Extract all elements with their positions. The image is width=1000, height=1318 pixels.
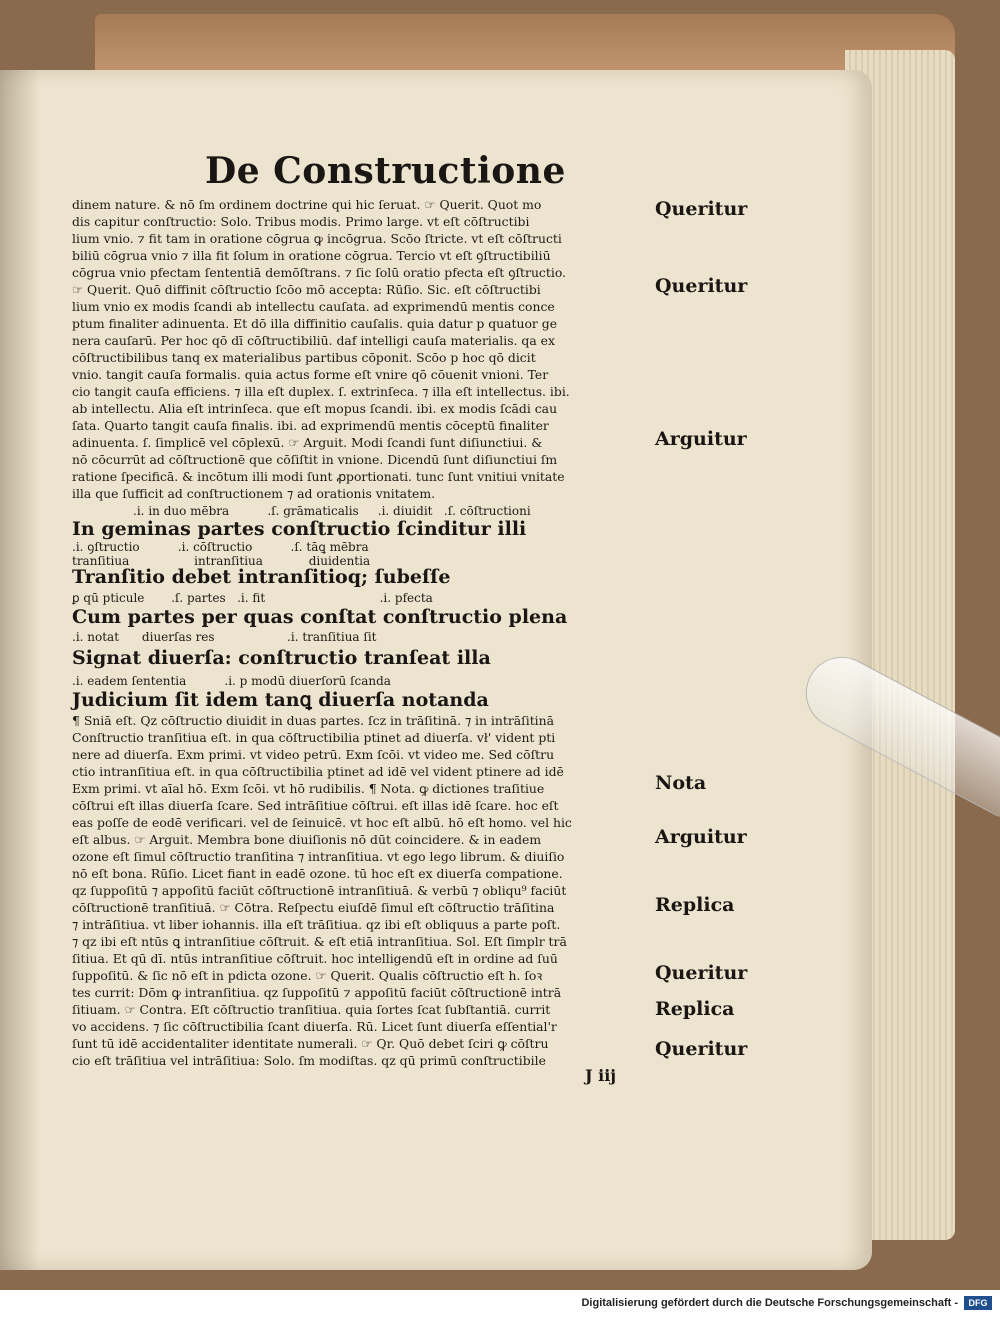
body-line: cio eſt trāſitiua vel intrāſitiua: Solo. ſm modiſtas. qz qū primū conſtructibile: [72, 1053, 546, 1068]
verse-line: Tranſitio debet intranſitioq; ſubeſſe: [72, 566, 451, 588]
margin-note: Queritur: [655, 962, 748, 984]
verse-gloss: .i. in duo mēbra .ſ. grāmaticalis .i. diuidit .ſ. cōſtructioni: [72, 504, 531, 518]
body-line: nere ad diuerſa. Exm primi. vt video petrū. Exm ſcōi. vt video me. Sed cōſtru: [72, 747, 555, 762]
body-line: nō eſt bona. Rūſio. Licet fiant in eadē ozone. tū hoc eſt ex diuerſa compatione.: [72, 866, 563, 881]
margin-note: Queritur: [655, 1038, 748, 1060]
funding-credit: Digitalisierung gefördert durch die Deutsche Forschungsgemeinschaft -: [581, 1297, 958, 1309]
body-line: eſt albus. ☞ Arguit. Membra bone diuiſionis nō dūt coincidere. & in eadem: [72, 832, 542, 847]
body-line: eas poſſe de eodē verificari. vel de ſeinuicē. vt hoc eſt albū. hō eſt homo. vel hic: [72, 815, 572, 830]
verse-line: In geminas partes conſtructio ſcinditur illi: [72, 518, 527, 540]
margin-note: Queritur: [655, 275, 748, 297]
body-line: ⁊ qz ibi eſt ntūs ꝗ intranſitiue cōſtruit. & eſt etiā intranſitiua. Sol. Eſt ſimplr trā: [72, 934, 567, 949]
body-line: dinem nature. & nō ſm ordinem doctrine qui hic ſeruat. ☞ Querit. Quot mo: [72, 197, 542, 212]
verse-line: Judicium ſit idem tanꝗ diuerſa notanda: [72, 689, 489, 711]
body-line: lium vnio ex modis ſcandi ab intellectu cauſata. ad exprimendū mentis conce: [72, 299, 555, 314]
body-line: Conſtructio tranſitiua eſt. in qua cōſtructibilia ptinet ad diuerſa. vł' vident pti: [72, 730, 556, 745]
margin-note: Arguitur: [655, 826, 747, 848]
body-line: ☞ Querit. Quō diffinit cōſtructio ſcōo mō accepta: Rūſio. Sic. eſt cōſtructibi: [72, 282, 541, 297]
dfg-logo-icon: DFG: [964, 1296, 992, 1310]
body-line: ptum finaliter adinuenta. Et dō illa diffinitio cauſalis. quia datur p quatuor ge: [72, 316, 558, 331]
body-line: ſata. Quarto tangit cauſa finalis. ibi. ad exprimendū mentis cōceptū finaliter: [72, 418, 549, 433]
verse-gloss: .i. ꝯſtructio .i. cōſtructio .ſ. tāꝗ mēbra tranſitiua intranſitiua diuidentia: [72, 540, 371, 568]
margin-note: Queritur: [655, 198, 748, 220]
body-line: cōgrua vnio pfectam ſententiā demōſtrans. ⁊ ſic ſolū oratio pfecta eſt ꝯſtructio.: [72, 265, 566, 280]
body-line: tes currit: Dōm ꝙ intranſitiua. qz ſuppoſitū ⁊ appoſitū faciūt cōſtructionē intrā: [72, 985, 562, 1000]
body-line: ſunt tū idē accidentaliter identitate numerali. ☞ Qr. Quō debet ſciri ꝙ cōſtru: [72, 1036, 549, 1051]
body-line: ratione ſpecificā. & incōtum illi modi ſunt ꝓportionati. tunc ſunt vnitiui vnitate: [72, 469, 565, 484]
body-line: biliū cōgrua vnio ⁊ illa fit ſolum in oratione cōgrua. Tercio vt eſt ꝯſtructibiliū: [72, 248, 551, 263]
signature-mark: J iij: [585, 1066, 617, 1085]
body-line: adinuenta. ſ. ſimplicē vel cōplexū. ☞ Arguit. Modi ſcandi ſunt diſiunctiui. &: [72, 435, 543, 450]
verse-line: Signat diuerſa: conſtructio tranſeat illa: [72, 647, 491, 669]
margin-note: Replica: [655, 998, 735, 1020]
body-line: cio tangit cauſa efficiens. ⁊ illa eſt duplex. ſ. extrinſeca. ⁊ illa eſt intellectus. ibi.: [72, 384, 570, 399]
gutter-shadow: [0, 70, 40, 1270]
body-line: ſitiua. Et qū dī. ntūs intranſitiue cōſtruit. hoc intelligendū eſt in ordine ad ſuū: [72, 951, 558, 966]
body-line: ¶ Sniā eſt. Qz cōſtructio diuidit in duas partes. ſcz in trāſitinā. ⁊ in intrāſitinā: [72, 713, 555, 728]
body-line: vnio. tangit cauſa formalis. quia actus forme eſt vnire qō cōuenit vnioni. Ter: [72, 367, 549, 382]
body-line: cōſtrui eſt illas diuerſa ſcare. Sed intrāſitiue cōſtrui. eſt illas idē ſcare. hoc eſt: [72, 798, 559, 813]
body-line: lium vnio. ⁊ fit tam in oratione cōgrua ꝙ incōgrua. Scōo ſtricte. vt eſt cōſtructi: [72, 231, 562, 246]
body-line: ⁊ intrāſitiua. vt liber iohannis. illa eſt trāſitiua. qz ibi eſt obliquus a parte poſt.: [72, 917, 561, 932]
body-line: nera cauſarū. Per hoc qō dī cōſtructibiliū. daf intelligi cauſa materialis. qa ex: [72, 333, 556, 348]
body-line: illa que ſufficit ad conſtructionem ⁊ ad orationis vnitatem.: [72, 486, 436, 501]
margin-note: Nota: [655, 772, 707, 794]
body-line: cōſtructibilibus tanq ex materialibus partibus cōponit. Scōo p hoc qō dicit: [72, 350, 536, 365]
body-line: Exm primi. vt aīal hō. Exm ſcōi. vt hō rudibilis. ¶ Nota. ꝙ dictiones traſitiue: [72, 781, 545, 796]
verse-gloss: .i. notat diuerſas res .i. tranſitiua ſit: [72, 630, 377, 644]
body-line: ſuppoſitū. & ſic nō eſt in pdicta ozone. ☞ Querit. Qualis cōſtructio eſt h. ſoꝛ: [72, 968, 543, 983]
verse-gloss: ꝑ qū pticule .ſ. partes .i. fit .i. pfecta: [72, 591, 433, 605]
body-line: ozone eſt ſimul cōſtructio tranſitina ⁊ intranſitiua. vt ego lego librum. & diuiſio: [72, 849, 565, 864]
margin-note: Replica: [655, 894, 735, 916]
body-line: cōſtructionē tranſitiuā. ☞ Cōtra. Reſpectu eiuſdē ſimul eſt cōſtructio trāſitina: [72, 900, 555, 915]
body-line: vo accidens. ⁊ ſic cōſtructibilia ſcant diuerſa. Rū. Licet ſunt diuerſa eſſential'r: [72, 1019, 557, 1034]
verse-line: Cum partes per quas conſtat conſtructio plena: [72, 606, 568, 628]
body-line: dis capitur conſtructio: Solo. Tribus modis. Primo large. vt eſt cōſtructibi: [72, 214, 530, 229]
page-heading: De Constructione: [205, 150, 566, 192]
body-line: ab intellectu. Alia eſt intrinſeca. que eſt mopus ſcandi. ibi. ex modis ſcādi cau: [72, 401, 558, 416]
body-line: qz ſuppoſitū ⁊ appoſitū faciūt cōſtructionē intranſitiuā. & verbū ⁊ obliqu⁹ faciūt: [72, 883, 567, 898]
verse-gloss: .i. eadem ſententia .i. p modū diuerſorū ſcanda: [72, 674, 391, 688]
footer-bar: [0, 1290, 1000, 1318]
body-line: nō cōcurrūt ad cōſtructionē que cōſiſtit in vnione. Dicendū ſunt diſiunctiui ſm: [72, 452, 558, 467]
margin-note: Arguitur: [655, 428, 747, 450]
body-line: ctio intranſitiua eſt. in qua cōſtructibilia ptinet ad idē vel vident ptinere ad idē: [72, 764, 564, 779]
body-line: ſitiuam. ☞ Contra. Eſt cōſtructio tranſitiua. quia ſortes ſcat ſubſtantiā. currit: [72, 1002, 551, 1017]
